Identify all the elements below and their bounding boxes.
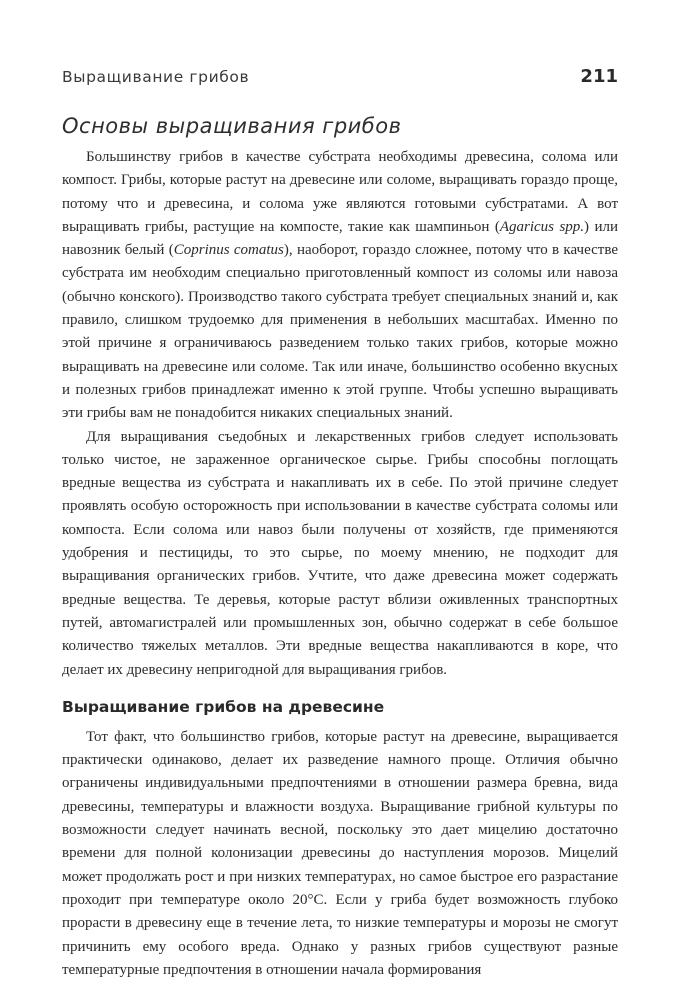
running-header bbox=[62, 66, 618, 92]
running-title: Выращивание грибов bbox=[62, 68, 250, 86]
paragraph-1-part-1: Большинству грибов в качестве субстрата необходимы древесина, солома или компост. Грибы, которые растут на древесине или соломе, выращивать гораздо проще, потому что и древесина, и солома уже являются готовыми субстратами. А вот выращивать грибы, растущие на компосте, такие как шампиньон ( bbox=[62, 149, 618, 235]
paragraph-1-part-3: ), наоборот, гораздо сложнее, потому что в качестве субстрата им необходим специально приготовленный компост из соломы или навоза (обычно конского). Производство такого субстрата требует специальных знаний и, как правило, слишком трудоемко для применения в небольших масштабах. Именно по этой причине я ограничиваюсь разведением только таких грибов, которые можно выращивать на древесине или соломе. Так или иначе, большинство особенно вкусных и полезных грибов принадлежат именно к этой группе. Чтобы успешно выращивать эти грибы вам не понадобится никаких специальных знаний. bbox=[62, 242, 618, 422]
section-title: Основы выращивания грибов bbox=[62, 114, 402, 138]
paragraph-1-part-2: ) или навозник белый ( bbox=[62, 218, 619, 259]
latin-name-coprinus: Coprinus comatus bbox=[173, 242, 284, 259]
page-number: 211 bbox=[580, 66, 618, 87]
paragraph-1 bbox=[62, 146, 618, 426]
paragraph-2: Для выращивания съедобных и лекарственных грибов следует использовать только чистое, не зараженное органическое сырье. Грибы способны поглощать вредные вещества из субстрата и накапливать их в себе. По этой причине следует проявлять особую осторожность при использовании в качестве субстрата соломы или компоста. Если солома или навоз были получены от хозяйств, где применяются удобрения и пестициды, то это сырье, по моему мнению, не подходит для выращивания органических грибов. Учтите, что даже древесина может содержать вредные вещества. Те деревья, которые растут вблизи оживленных транспортных путей, автомагистралей или промышленных зон, обычно содержат в себе большое количество тяжелых металлов. Эти вредные вещества накапливаются в коре, что делает их древесину непригодной для выращивания грибов. bbox=[62, 428, 618, 678]
subsection-title: Выращивание грибов на древесине bbox=[62, 697, 385, 716]
paragraph-3: Тот факт, что большинство грибов, которые растут на древесине, выращивается практически одинаково, делает их разведение намного проще. Отличия обычно ограничены индивидуальными предпочтениями в отношении размера бревна, вида древесины, температуры и влажности воздуха. Выращивание грибной культуры по возможности следует начинать весной, поскольку это дает мицелию достаточно времени для полной колонизации древесины до наступления морозов. Мицелий может продолжать рост и при низких температурах, но самое быстрое его разрастание проходит при температуре около 20°С. Если у гриба будет возможность глубоко прорасти в древесину еще в течение лета, то низкие температуры и морозы не смогут причинить ему особого вреда. Однако у разных грибов существуют разные температурные предпочтения в отношении начала формирования bbox=[62, 728, 618, 978]
latin-name-agaricus: Agaricus spp. bbox=[499, 218, 585, 235]
page-content bbox=[62, 112, 618, 982]
